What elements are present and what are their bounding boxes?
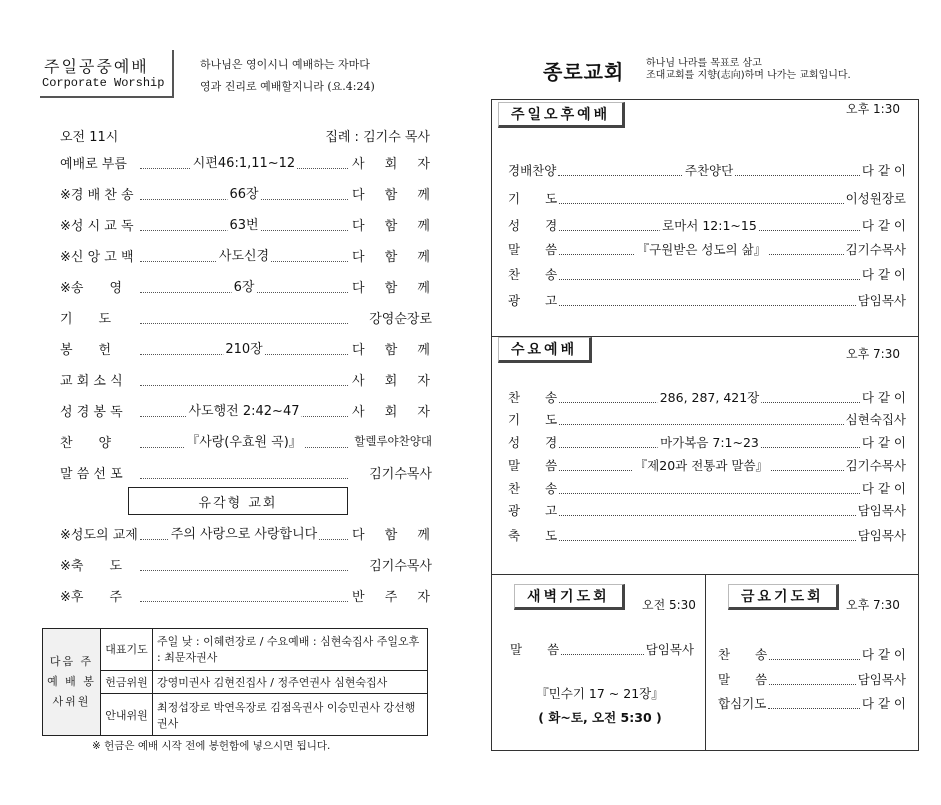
order-label: 말 씀 선 포	[60, 466, 123, 482]
list-item	[508, 526, 906, 544]
role-cell: 대표기도	[101, 629, 153, 671]
list-item	[510, 640, 694, 658]
leader-line	[559, 436, 860, 448]
order-label: 찬 양	[60, 435, 112, 451]
order-label: 예배로 부름	[60, 156, 127, 172]
order-label: ※경 배 찬 송	[60, 187, 134, 203]
item-detail: 마가복음 7:1~23	[660, 435, 759, 450]
leader-line	[559, 268, 860, 280]
leader-line	[768, 697, 860, 709]
item-label: 성 경	[508, 435, 558, 450]
order-item	[48, 214, 438, 234]
item-label: 말 씀	[508, 458, 558, 473]
order-leader: 다 함 께	[352, 527, 438, 543]
role-cell: 안내위원	[101, 694, 153, 736]
order-leader-line	[140, 403, 348, 417]
order-detail: 시편46:1,11~12	[191, 152, 297, 171]
dawn-scripture: 『민수기 17 ~ 21장』	[536, 686, 664, 701]
order-label: ※성 시 교 독	[60, 218, 134, 234]
order-leader-line	[140, 526, 348, 540]
order-item	[48, 462, 432, 482]
order-item	[48, 369, 438, 389]
item-label: 경배찬양	[508, 163, 557, 178]
item-label: 찬 송	[508, 390, 558, 405]
item-label: 찬 송	[718, 647, 768, 662]
order-detail: 사도행전 2:42~47	[187, 400, 302, 419]
leader-line	[769, 648, 860, 660]
order-item	[48, 523, 438, 543]
order-leader: 반 주 자	[352, 589, 438, 605]
order-label: ※송 영	[60, 280, 123, 296]
item-leader: 다 같 이	[861, 163, 906, 178]
order-leader-line	[140, 341, 348, 355]
leader-line	[559, 529, 856, 541]
order-item	[48, 245, 438, 265]
item-label: 축 도	[508, 528, 558, 543]
order-leader-line	[140, 465, 348, 479]
leader-line	[559, 243, 843, 255]
order-detail: 66장	[227, 183, 260, 202]
list-item	[718, 645, 906, 663]
order-detail: 6장	[232, 276, 257, 295]
leader-line	[559, 219, 860, 231]
list-item	[508, 189, 906, 207]
order-leader: 다 함 께	[352, 280, 438, 296]
leader-line	[559, 391, 860, 403]
dawn-prayer-title: 새벽기도회	[514, 584, 625, 610]
left-header	[40, 50, 440, 102]
order-leader: 사 회 자	[352, 373, 438, 389]
order-leader: 강영순장로	[369, 311, 432, 327]
order-leader: 사 회 자	[352, 156, 438, 172]
item-leader: 담임목사	[645, 642, 694, 657]
friday-prayer-time: 오후 7:30	[846, 598, 900, 612]
role-cell: 헌금위원	[101, 670, 153, 694]
dawn-days: ( 화~토, 오전 5:30 )	[538, 710, 662, 725]
leader-line	[559, 504, 856, 516]
item-detail: 로마서 12:1~15	[662, 218, 757, 233]
table-row	[43, 629, 428, 671]
item-detail: 286, 287, 421장	[659, 390, 760, 405]
list-item	[508, 433, 906, 451]
item-leader: 김기수목사	[845, 458, 906, 473]
worship-title-box	[40, 50, 174, 98]
item-label: 기 도	[508, 191, 558, 206]
item-label: 광 고	[508, 293, 558, 308]
item-label: 찬 송	[508, 481, 558, 496]
list-item	[508, 410, 906, 428]
table-row	[43, 670, 428, 694]
order-leader-line	[140, 279, 348, 293]
leader-line	[769, 673, 856, 685]
item-detail: 주찬양단	[684, 163, 734, 178]
afternoon-service-title: 주일오후예배	[498, 102, 625, 128]
order-leader-line	[140, 588, 348, 602]
item-leader: 다 같 이	[861, 696, 906, 711]
list-item	[508, 265, 906, 283]
leader-line	[559, 482, 860, 494]
order-label: 성 경 봉 독	[60, 404, 123, 420]
wednesday-service-title: 수요예배	[498, 337, 592, 363]
item-label: 합심기도	[718, 696, 767, 711]
servants-heading: 다음 주 예 배 봉사위원	[43, 629, 101, 736]
leader-line	[559, 459, 843, 471]
order-label: 봉 헌	[60, 342, 112, 358]
item-label: 기 도	[508, 412, 558, 427]
order-item	[48, 183, 438, 203]
order-leader-line	[140, 155, 348, 169]
item-label: 찬 송	[508, 267, 558, 282]
list-item	[508, 161, 906, 179]
item-leader: 담임목사	[857, 528, 906, 543]
order-leader: 다 함 께	[352, 187, 438, 203]
item-leader: 다 같 이	[861, 390, 906, 405]
item-leader: 담임목사	[857, 672, 906, 687]
item-leader: 심현숙집사	[845, 412, 906, 427]
order-detail: 63번	[227, 214, 260, 233]
order-leader-line	[140, 186, 348, 200]
list-item	[508, 240, 906, 258]
list-item	[508, 216, 906, 234]
order-item	[48, 431, 432, 451]
order-label: 기 도	[60, 311, 112, 327]
worship-subtitle: Corporate Worship	[42, 76, 165, 90]
list-item	[718, 670, 906, 688]
order-item	[48, 152, 438, 172]
order-leader-line	[140, 310, 348, 324]
list-item	[508, 291, 906, 309]
item-label: 광 고	[508, 503, 558, 518]
officiant: 집례 : 김기수 목사	[325, 130, 430, 145]
item-leader: 담임목사	[857, 293, 906, 308]
item-label: 말 씀	[718, 672, 768, 687]
item-label: 말 씀	[510, 642, 560, 657]
leader-line	[559, 192, 843, 204]
item-leader: 다 같 이	[861, 481, 906, 496]
order-item	[48, 276, 438, 296]
order-item	[48, 338, 438, 358]
worship-title: 주일공중예배	[44, 57, 149, 76]
order-item	[48, 554, 432, 574]
order-label: ※후 주	[60, 589, 123, 605]
order-label: ※성도의 교제	[60, 527, 138, 543]
services-frame	[491, 99, 919, 751]
dawn-prayer-time: 오전 5:30	[642, 598, 696, 612]
item-label: 성 경	[508, 218, 558, 233]
offering-footnote: ※ 헌금은 예배 시작 전에 봉헌함에 넣으시면 됩니다.	[92, 740, 331, 752]
leader-line	[561, 643, 644, 655]
list-item	[508, 501, 906, 519]
wednesday-service-time: 오후 7:30	[846, 347, 900, 361]
order-leader-line	[140, 217, 348, 231]
item-leader: 다 같 이	[861, 218, 906, 233]
leader-line	[559, 294, 856, 306]
order-label: ※축 도	[60, 558, 123, 574]
order-leader: 김기수목사	[369, 558, 432, 574]
order-item	[48, 400, 438, 420]
order-leader-line	[140, 557, 348, 571]
verse-line-2: 영과 진리로 예배할지니라 (요.4:24)	[200, 80, 375, 93]
verse-line-1: 하나님은 영이시니 예배하는 자마다	[200, 58, 370, 71]
leader-line	[558, 164, 860, 176]
list-item	[508, 388, 906, 406]
order-label: 교 회 소 식	[60, 373, 123, 389]
item-label: 말 씀	[508, 242, 558, 257]
sunday-time-row	[60, 126, 430, 145]
order-item	[48, 307, 432, 327]
order-leader-line	[140, 248, 348, 262]
table-row	[43, 694, 428, 736]
order-leader: 다 함 께	[352, 342, 438, 358]
order-leader: 다 함 께	[352, 249, 438, 265]
afternoon-service-time: 오후 1:30	[846, 102, 900, 116]
baptism-box: 유각형 교회	[128, 487, 348, 515]
value-cell: 강영미권사 김현진집사 / 정주연권사 심현숙집사	[153, 670, 428, 694]
value-cell: 최정섭장로 박연옥장로 김점옥권사 이승민권사 강선행권사	[153, 694, 428, 736]
order-detail: 주의 사랑으로 사랑합니다	[169, 523, 319, 542]
church-name: 종로교회	[543, 60, 625, 84]
church-motto-line-2: 조대교회를 지향(志向)하며 나가는 교회입니다.	[646, 70, 851, 81]
list-item	[718, 694, 906, 712]
order-leader: 다 함 께	[352, 218, 438, 234]
order-leader-line	[140, 372, 348, 386]
list-item	[508, 479, 906, 497]
sunday-time: 오전 11시	[60, 130, 119, 145]
order-leader: 할렐루야찬양대	[354, 434, 432, 448]
order-detail: 사도신경	[217, 245, 271, 264]
order-leader: 김기수목사	[369, 466, 432, 482]
order-leader: 사 회 자	[352, 404, 438, 420]
item-leader: 다 같 이	[861, 647, 906, 662]
item-leader: 다 같 이	[861, 435, 906, 450]
order-detail: 『사랑(우효원 곡)』	[184, 431, 304, 450]
item-leader: 이성원장로	[845, 191, 906, 206]
leader-line	[559, 413, 843, 425]
friday-prayer-title: 금요기도회	[728, 584, 839, 610]
next-week-servants-table	[42, 628, 428, 736]
order-label: ※신 앙 고 백	[60, 249, 134, 265]
order-leader-line	[140, 434, 348, 448]
divider	[705, 574, 706, 751]
order-detail: 210장	[223, 338, 264, 357]
item-detail: 『제20과 전통과 말씀』	[634, 458, 769, 473]
item-leader: 담임목사	[857, 503, 906, 518]
church-motto-line-1: 하나님 나라를 목표로 삼고	[646, 58, 762, 69]
value-cell: 주일 낮 : 이혜련장로 / 수요예배 : 심현숙집사 주일오후 : 최문자권사	[153, 629, 428, 671]
item-leader: 김기수목사	[845, 242, 906, 257]
list-item	[508, 456, 906, 474]
item-leader: 다 같 이	[861, 267, 906, 282]
order-item	[48, 585, 438, 605]
item-detail: 『구원받은 성도의 삶』	[636, 242, 767, 257]
